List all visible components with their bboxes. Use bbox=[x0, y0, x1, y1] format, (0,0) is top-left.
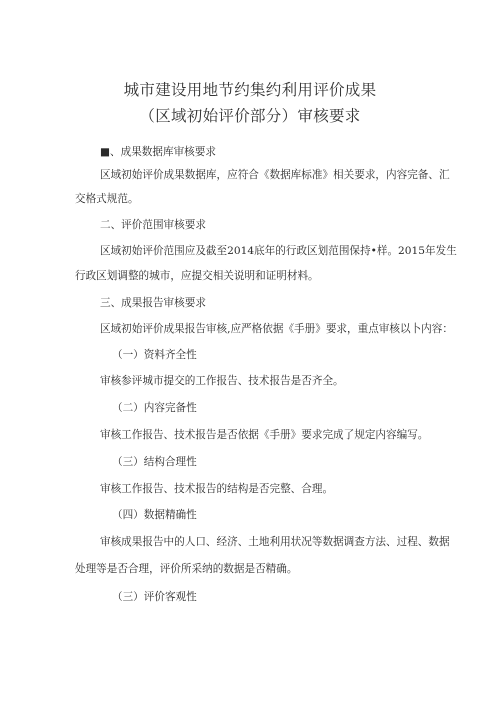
section1-heading: ■、成果数据库审核要求 bbox=[100, 146, 216, 158]
doc-title-line1: 城市建设用地节约集约利用评价成果 bbox=[123, 81, 377, 99]
subsection2-heading: （二）内容完备性 bbox=[112, 402, 197, 414]
section2-heading: 二、评价范围审核要求 bbox=[100, 219, 206, 231]
subsection3-heading: （三）结构合理性 bbox=[112, 456, 197, 468]
doc-title-line2: （区域初始评价部分）审核要求 bbox=[139, 107, 361, 125]
section2-paragraph-line2: 行政区划调整的城市，应提交相关说明和证明材料。 bbox=[75, 270, 319, 282]
subsection4-heading: （四）数据精确性 bbox=[112, 509, 197, 521]
subsection5-heading: （三）评价客观性 bbox=[112, 591, 197, 603]
subsection4-paragraph-line1: 审核成果报告中的人口、经济、土地利用状况等数据调查方法、过程、数据 bbox=[100, 536, 450, 548]
section3-heading: 三、成果报告审核要求 bbox=[100, 297, 206, 309]
section3-paragraph: 区域初始评价成果报告审核,应严格依据《手册》要求，重点审核以卜内容： bbox=[100, 323, 453, 335]
section1-paragraph-line1: 区域初始评价成果数据库，应符合《数据库标准》相关要求，内容完备、汇 bbox=[100, 169, 450, 181]
section2-paragraph-line1: 区域初始评价范围应及截至2014底年的行政区划范围保持•样。2015年发生 bbox=[100, 245, 457, 257]
subsection2-paragraph: 审核工作报告、技术报告是否依据《手册》要求完成了规定内容编写。 bbox=[100, 429, 429, 441]
subsection3-paragraph: 审核工作报告、技术报告的结构是否完整、合理。 bbox=[100, 483, 334, 495]
subsection4-paragraph-line2: 处理等是否合理，评价所采纳的数据是否精确。 bbox=[75, 563, 298, 575]
subsection1-heading: （一）资料齐全性 bbox=[112, 349, 197, 361]
subsection1-paragraph: 审核参评城市提交的工作报告、技术报告是否齐全。 bbox=[100, 375, 344, 387]
section1-paragraph-line2: 交格式规范。 bbox=[75, 193, 139, 205]
